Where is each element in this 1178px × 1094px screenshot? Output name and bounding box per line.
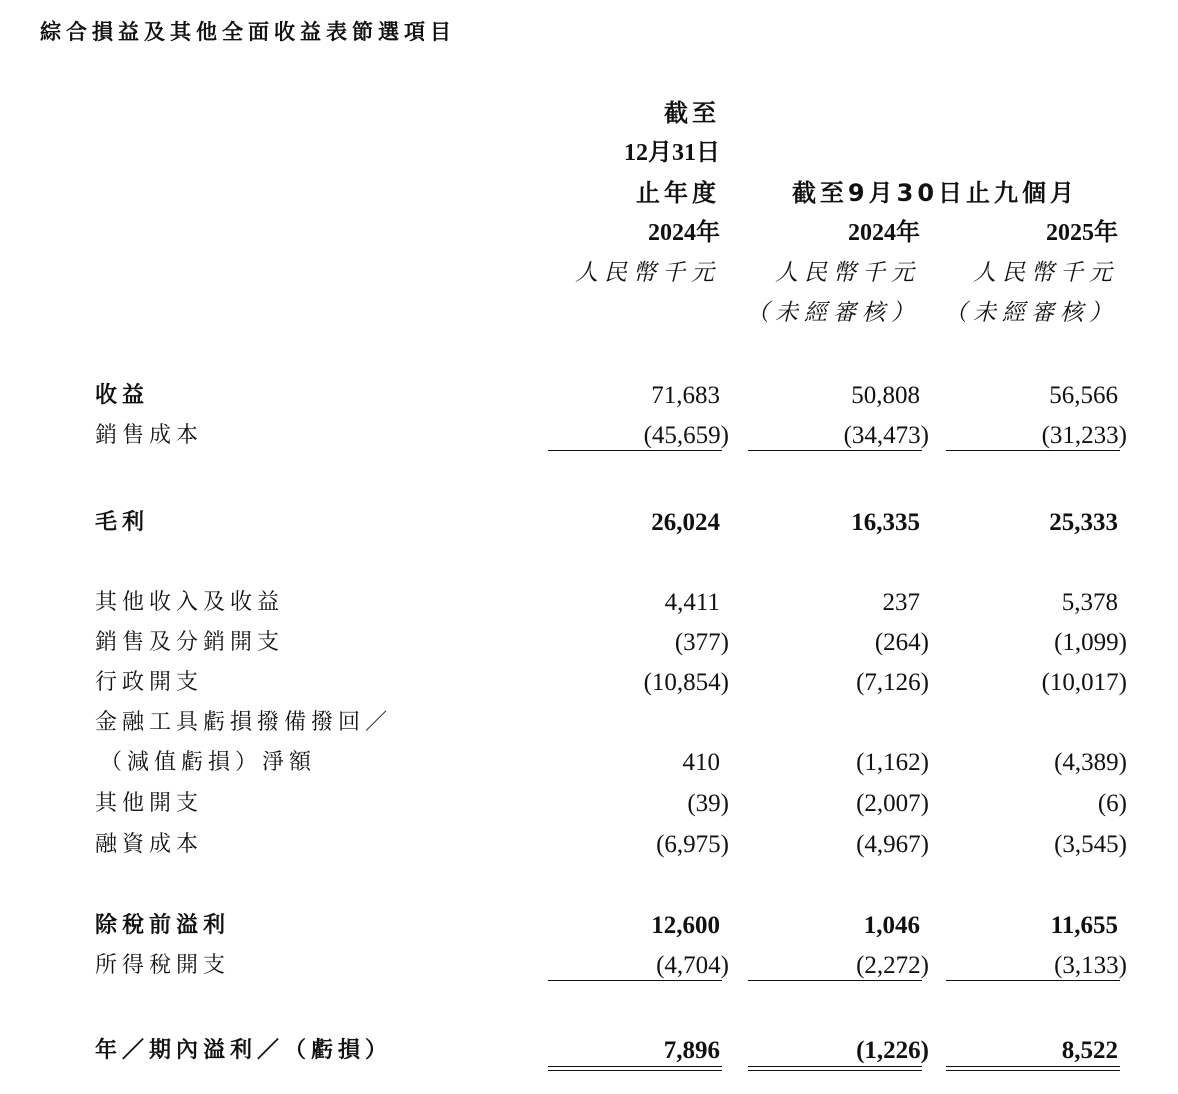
value-9m2025: 8,522 bbox=[1061, 1037, 1118, 1064]
row-label: 行政開支 bbox=[95, 670, 204, 695]
subtotal-underline bbox=[946, 980, 1120, 981]
total-double-underline bbox=[946, 1066, 1120, 1071]
value-9m2025: (6) bbox=[1097, 790, 1127, 817]
value-9m2024: 1,046 bbox=[863, 912, 920, 939]
value-9m2024: (1,162) bbox=[856, 749, 929, 776]
header-currency: 人民幣千元 bbox=[775, 260, 920, 286]
value-9m2024: (2,272) bbox=[856, 952, 929, 979]
value-fy2024: (6,975) bbox=[656, 831, 729, 858]
value-9m2025: (31,233) bbox=[1041, 422, 1127, 449]
row-label: 銷售成本 bbox=[95, 423, 204, 448]
value-9m2025: (10,017) bbox=[1041, 669, 1127, 696]
row-label: 年／期內溢利／（虧損） bbox=[95, 1038, 393, 1063]
value-9m2025: (3,545) bbox=[1054, 831, 1127, 858]
value-9m2024: (34,473) bbox=[843, 422, 929, 449]
table-row-selling-expenses bbox=[0, 623, 1178, 663]
value-9m2024: 237 bbox=[882, 589, 920, 616]
column-header-fy2024 bbox=[540, 93, 720, 293]
value-fy2024: (39) bbox=[687, 790, 729, 817]
row-label: 毛利 bbox=[95, 510, 150, 535]
value-9m2025: (1,099) bbox=[1054, 629, 1127, 656]
value-9m2024: 16,335 bbox=[851, 509, 920, 536]
value-9m2025: 25,333 bbox=[1049, 509, 1118, 536]
value-9m2024: (2,007) bbox=[856, 790, 929, 817]
value-fy2024: (10,854) bbox=[643, 669, 729, 696]
row-label-line2: （減值虧損）淨額 bbox=[100, 750, 317, 775]
total-double-underline bbox=[548, 1066, 722, 1071]
subtotal-underline bbox=[748, 450, 922, 451]
value-9m2024: 50,808 bbox=[851, 382, 920, 409]
value-9m2025: 5,378 bbox=[1061, 589, 1118, 616]
table-row-revenue bbox=[0, 376, 1178, 416]
table-row-admin-expenses bbox=[0, 663, 1178, 703]
table-row-other-expenses bbox=[0, 784, 1178, 824]
header-year: 2024年 bbox=[848, 220, 920, 246]
value-fy2024: 71,683 bbox=[651, 382, 720, 409]
value-fy2024: (4,704) bbox=[656, 952, 729, 979]
header-year: 2025年 bbox=[1046, 220, 1118, 246]
column-header-9m2024 bbox=[740, 213, 920, 333]
value-9m2025: 56,566 bbox=[1049, 382, 1118, 409]
value-9m2024: (264) bbox=[874, 629, 929, 656]
row-label: 銷售及分銷開支 bbox=[95, 630, 285, 655]
row-label: 除稅前溢利 bbox=[95, 913, 231, 938]
table-row-profit-before-tax bbox=[0, 906, 1178, 946]
column-group-header-nine-months: 截至9月30日止九個月 bbox=[791, 179, 1079, 207]
row-label: 其他收入及收益 bbox=[95, 590, 285, 615]
row-label: 所得稅開支 bbox=[95, 953, 231, 978]
subtotal-underline bbox=[748, 980, 922, 981]
header-period-line3: 止年度 bbox=[636, 179, 720, 207]
table-row-other-income bbox=[0, 583, 1178, 623]
header-unaudited-note: （未經審核） bbox=[746, 300, 920, 326]
value-9m2025: (4,389) bbox=[1054, 749, 1127, 776]
row-label: 其他開支 bbox=[95, 791, 204, 816]
header-unaudited-note: （未經審核） bbox=[944, 300, 1118, 326]
header-year: 2024年 bbox=[648, 220, 720, 246]
subtotal-underline bbox=[946, 450, 1120, 451]
value-fy2024: 26,024 bbox=[651, 509, 720, 536]
value-fy2024: 7,896 bbox=[663, 1037, 720, 1064]
total-double-underline bbox=[748, 1066, 922, 1071]
table-row-finance-costs bbox=[0, 825, 1178, 865]
subtotal-underline bbox=[548, 980, 722, 981]
header-period-line1: 截至 bbox=[664, 99, 720, 127]
column-header-9m2025 bbox=[940, 213, 1118, 333]
subtotal-underline bbox=[548, 450, 722, 451]
value-fy2024: (45,659) bbox=[643, 422, 729, 449]
header-currency: 人民幣千元 bbox=[575, 260, 720, 286]
row-label: 收益 bbox=[95, 383, 150, 408]
value-9m2025: (3,133) bbox=[1054, 952, 1127, 979]
value-fy2024: (377) bbox=[674, 629, 729, 656]
value-fy2024: 12,600 bbox=[651, 912, 720, 939]
value-9m2024: (1,226) bbox=[856, 1037, 929, 1064]
page-title: 綜合損益及其他全面收益表節選項目 bbox=[40, 20, 456, 44]
value-fy2024: 410 bbox=[682, 749, 720, 776]
value-fy2024: 4,411 bbox=[664, 589, 720, 616]
table-row-impairment bbox=[0, 743, 1178, 783]
table-row-impairment-label bbox=[0, 703, 1178, 743]
value-9m2025: 11,655 bbox=[1050, 912, 1118, 939]
value-9m2024: (7,126) bbox=[856, 669, 929, 696]
row-label-line1: 金融工具虧損撥備撥回／ bbox=[95, 710, 393, 735]
row-label: 融資成本 bbox=[95, 832, 204, 857]
table-row-net-profit bbox=[0, 1031, 1178, 1071]
value-9m2024: (4,967) bbox=[856, 831, 929, 858]
header-period-line2: 12月31日 bbox=[624, 140, 720, 166]
table-row-gross-profit bbox=[0, 503, 1178, 543]
header-currency: 人民幣千元 bbox=[973, 260, 1118, 286]
